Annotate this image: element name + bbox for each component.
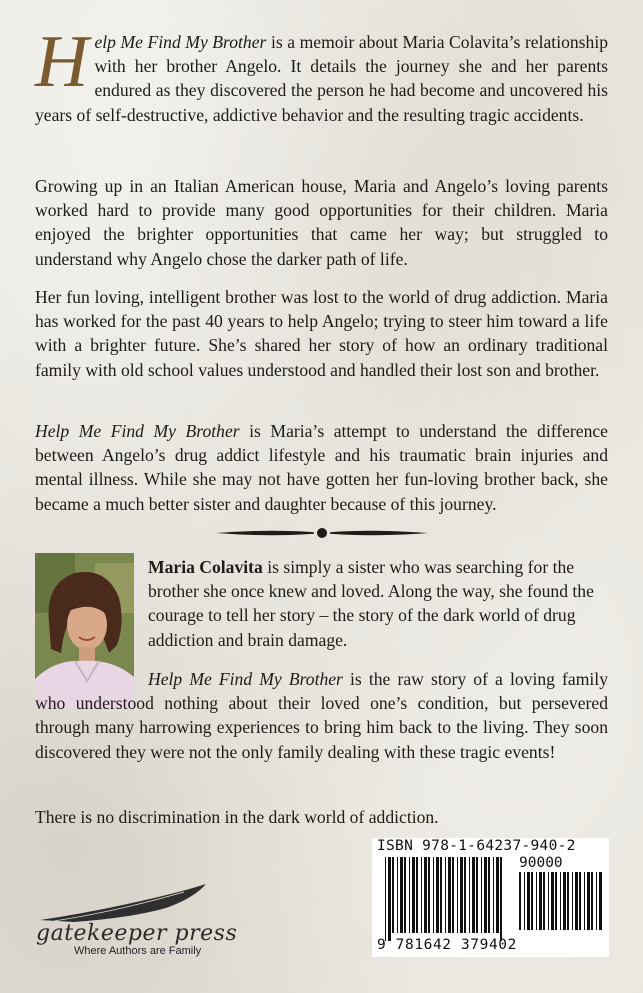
blurb-paragraph-6 bbox=[35, 667, 608, 764]
ean-digits: 9 781642 379402 bbox=[377, 937, 517, 953]
barcode-bar bbox=[424, 857, 427, 933]
barcode-bar bbox=[587, 872, 590, 930]
barcode-bar bbox=[560, 872, 561, 930]
blurb-paragraph-4 bbox=[35, 419, 608, 516]
barcode-bar bbox=[500, 857, 502, 941]
barcode-bar bbox=[428, 857, 430, 933]
barcode-bar bbox=[412, 857, 415, 933]
blurb-paragraph-4-text: is Maria’s attempt to understand the difference between Angelo’s drug addict lifestyle and his traumatic brain injuries and mental illness. While she may not have gotten her fun-loving brother back, she became a much better sister and daughter because of this journey. bbox=[35, 421, 608, 514]
barcode-bar bbox=[416, 857, 418, 933]
barcode-bar bbox=[404, 857, 406, 933]
barcode-bar bbox=[543, 872, 545, 930]
barcode-bar bbox=[536, 872, 537, 930]
ornament-divider bbox=[214, 526, 430, 540]
barcode-bar bbox=[472, 857, 475, 933]
barcode-bar bbox=[539, 872, 542, 930]
barcode-bar bbox=[385, 857, 386, 941]
blurb-paragraph-6-text: is the raw story of a loving family who understood nothing about their loved one’s condition, but persevered through many harrowing experiences to bring him back to the living. They soon discovered they were not the only family dealing with these tragic events! bbox=[35, 669, 608, 762]
barcode-bar bbox=[481, 857, 482, 933]
barcode-bar bbox=[591, 872, 593, 930]
barcode-bar bbox=[567, 872, 569, 930]
blurb-paragraph-2: Growing up in an Italian American house, Maria and Angelo’s loving parents worked hard to provide many good opportunities for their children. Maria enjoyed the brighter opportunities that came her way; but struggled to understand why Angelo chose the darker path of life. bbox=[35, 176, 608, 269]
barcode-bar bbox=[496, 857, 499, 933]
barcode-bar bbox=[579, 872, 581, 930]
barcode-bar bbox=[440, 857, 442, 933]
publisher-name: gatekeeper press bbox=[36, 921, 238, 946]
barcode-bar bbox=[452, 857, 454, 933]
barcode-bar bbox=[575, 872, 578, 930]
barcode-bar bbox=[409, 857, 410, 933]
publisher-tagline: Where Authors are Family bbox=[74, 945, 202, 957]
book-title-italic: elp Me Find My Brother bbox=[94, 32, 267, 52]
barcode-bar bbox=[460, 857, 463, 933]
author-bio-text: is simply a sister who was searching for the brother she once knew and loved. Along the way, she found the courage to tell her story – the story of the dark world of drug addiction and brain damage. bbox=[148, 557, 594, 650]
barcode-bar bbox=[445, 857, 446, 933]
book-title-italic: Help Me Find My Brother bbox=[148, 669, 343, 689]
barcode-bar bbox=[599, 872, 602, 930]
barcode-bar bbox=[551, 872, 554, 930]
author-bio bbox=[148, 555, 608, 652]
barcode-bar bbox=[555, 872, 557, 930]
barcode-bar bbox=[421, 857, 422, 933]
barcode-bar bbox=[596, 872, 597, 930]
barcode-bar bbox=[519, 872, 521, 930]
barcode-bar bbox=[397, 857, 398, 933]
barcode-bar bbox=[388, 857, 391, 941]
barcode-bar bbox=[527, 872, 530, 930]
barcode-bar bbox=[433, 857, 434, 933]
barcode-bar bbox=[469, 857, 470, 933]
barcode-bar bbox=[584, 872, 585, 930]
barcode-bar bbox=[524, 872, 525, 930]
barcode-bar bbox=[436, 857, 439, 933]
author-name: Maria Colavita bbox=[148, 557, 263, 577]
blurb-paragraph-3: Her fun loving, intelligent brother was lost to the world of drug addiction. Maria has worked for the past 40 years to help Angelo; trying to steer him toward a life with a brighter future. She’s shared her story of how an ordinary traditional family with old school values understood and handled their lost son and brother. bbox=[35, 287, 608, 380]
blurb-paragraph-1 bbox=[35, 21, 609, 127]
drop-cap: H bbox=[35, 21, 89, 103]
barcode-bar bbox=[448, 857, 451, 933]
barcode-bars bbox=[385, 857, 505, 941]
closing-line: There is no discrimination in the dark world of addiction. bbox=[35, 807, 439, 827]
barcode-bar bbox=[563, 872, 566, 930]
barcode-bar bbox=[493, 857, 494, 933]
price-code: 90000 bbox=[519, 855, 563, 871]
addon-barcode-bars bbox=[519, 872, 605, 938]
barcode-bar bbox=[572, 872, 573, 930]
barcode-bar bbox=[476, 857, 478, 933]
barcode-bar bbox=[400, 857, 403, 933]
isbn-label: ISBN 978-1-64237-940-2 bbox=[377, 838, 576, 854]
barcode-bar bbox=[531, 872, 533, 930]
blurb-paragraph-1-text: is a memoir about Maria Colavita’s relationship with her brother Angelo. It details the journey she and her parents endured as they discovered the person he had become and uncovered his years of self-destructive, addictive behavior and the resulting tragic accidents. bbox=[35, 32, 609, 125]
barcode-bar bbox=[392, 857, 394, 933]
barcode-bar bbox=[457, 857, 458, 933]
barcode-bar bbox=[484, 857, 487, 933]
barcode-bar bbox=[488, 857, 490, 933]
book-title-italic: Help Me Find My Brother bbox=[35, 421, 240, 441]
quill-icon bbox=[34, 882, 214, 926]
barcode-bar bbox=[548, 872, 549, 930]
barcode-bar bbox=[464, 857, 466, 933]
